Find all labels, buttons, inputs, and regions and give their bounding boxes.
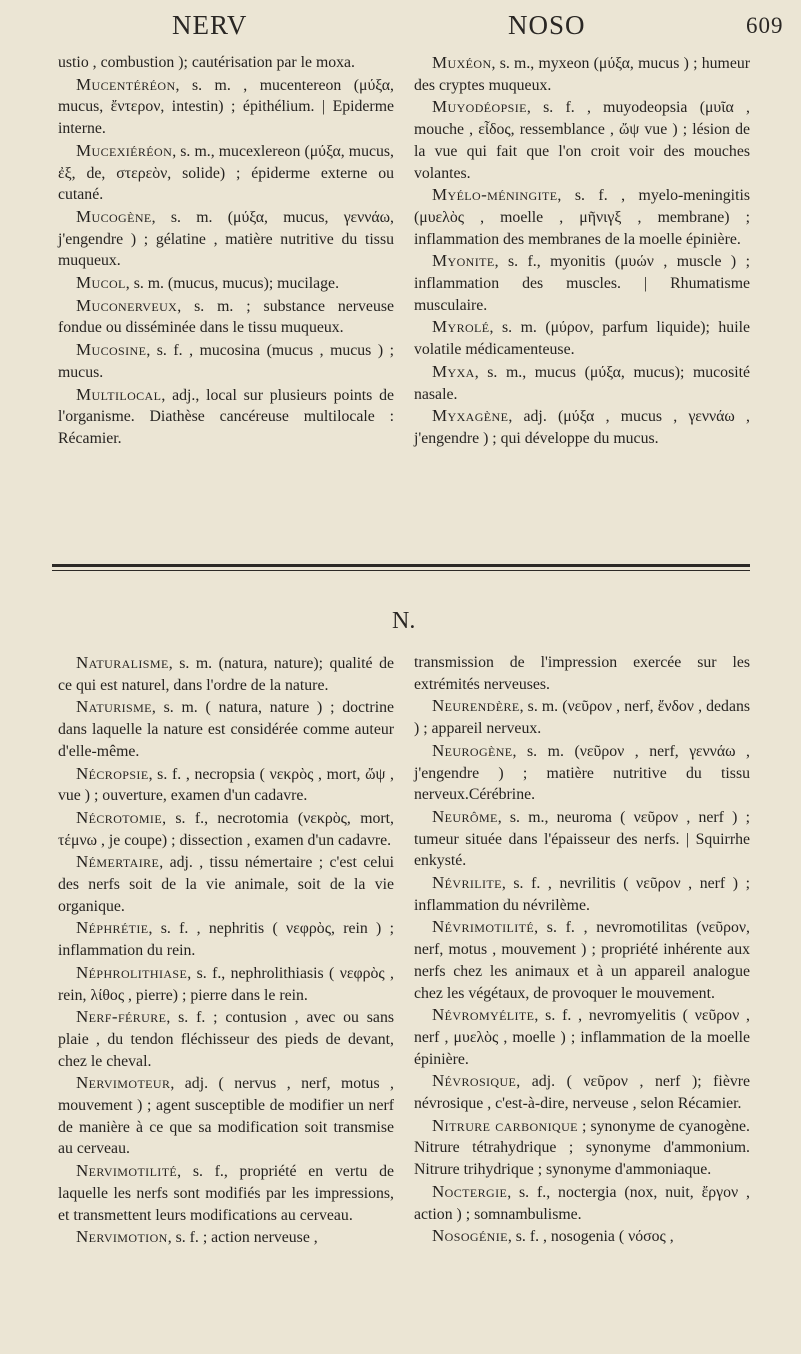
entry-headword: Muyodéopsie [432,97,527,117]
entry-definition: , s. f. , nevromotilitas (νεῦρον, nerf, motus , mouvement ) ; propriété inhérente aux nerfs chez les animaux et à un appareil analogue chez les végétaux, de provoquer le mouvement. [414,919,750,1002]
section-rule-thin [52,570,750,571]
entry-definition: , s. f. , nephritis ( νεφρὸς, rein ) ; inflammation du rein. [58,920,394,960]
dictionary-entry [58,52,394,74]
entry-definition: , s. f. , muyodeopsia (μυῖα , mouche , εἶδος, ressemblance , ὤψ vue ) ; lésion de la vue qui fait que l'on croit voir des mouches volantes. [414,99,750,182]
entry-headword: Myonite [432,251,495,271]
dictionary-entry [58,1160,394,1226]
entry-headword: Myrolé [432,317,490,337]
dictionary-entry [58,652,394,696]
dictionary-entry [58,917,394,961]
entry-headword: Mucogène [76,206,152,226]
entry-headword: Naturalisme [76,653,169,672]
entry-headword: Noctergie [432,1181,508,1201]
dictionary-entry [58,1226,394,1249]
dictionary-entry [414,1115,750,1181]
entry-definition: , s. f., myonitis (μυών , muscle ) ; inflammation des muscles. | Rhumatisme musculaire. [414,253,750,314]
entry-definition: , s. f. , nevrilitis ( νεῦρον , nerf ) ; inflammation du névrilème. [414,875,750,914]
entry-headword: Multilocal [76,384,162,404]
dictionary-entry [58,384,394,450]
entry-headword: Myxa [432,361,475,381]
entry-definition: , s. m. ; substance nerveuse fondue ou disséminée dans le tissu muqueux. [58,297,394,337]
entry-definition: ; synonyme de cyanogène. Nitrure tétrahydrique ; synonyme d'ammonium. Nitrure trihydrique ; synonyme d'ammoniaque. [414,1117,750,1179]
section-letter: N. [392,608,416,634]
entry-headword: Névrosique [432,1071,517,1091]
entry-headword: Nervimotilité [76,1161,178,1181]
bottom-right-column [414,652,750,1248]
entry-definition: , s. f. , necropsia ( νεκρὸς , mort, ὤψ , vue ) ; ouverture, examen d'un cadavre. [58,765,394,805]
top-right-column [414,52,750,450]
entry-definition: , s. m. (μύρον, parfum liquide); huile volatile médicamenteuse. [414,319,750,359]
entry-definition: , s. m., myxeon (μύξα, mucus ) ; humeur des cryptes muqueux. [414,55,750,94]
entry-headword: Néphrétie [76,918,149,938]
entry-definition: , adj. ( nervus , nerf, motus , mouvement ) ; agent susceptible de modifier un nerf de manière à ce que sa modification soit transmise au cerveau. [58,1075,394,1158]
entry-headword: Myxagène [432,406,509,426]
entry-definition: , adj. ( νεῦρον , nerf ); fièvre névrosique , c'est-à-dire, nerveuse , selon Récamier. [414,1073,750,1113]
entry-headword: Myélo-méningite [432,185,558,205]
page-number: 609 [746,13,784,38]
entry-definition: , s. m., mucexlereon (μύξα, mucus, ἐξ, de, στερεὸν, solide) ; épiderme externe ou cutané. [58,142,394,204]
entry-headword: Nervimotion [76,1227,168,1247]
dictionary-entry [414,250,750,316]
entry-definition: , s. m. (natura, nature); qualité de ce qui est naturel, dans l'ordre de la nature. [58,655,394,694]
entry-headword: Nosogénie [432,1226,508,1246]
entry-definition: , adj., local sur plusieurs points de l'organisme. Diathèse cancéreuse multilocale : Récamier. [58,386,394,447]
entry-definition: , s. m. ( natura, nature ) ; doctrine dans laquelle la nature est considérée comme auteur d'elle-même. [58,699,394,760]
header-center-guideword: NOSO [508,10,586,40]
dictionary-entry [58,1072,394,1160]
entry-definition: , s. f. , myelo-meningitis (μυελὸς , moelle , μῆνιγξ , membrane) ; inflammation des membranes de la moelle épinière. [414,187,750,248]
entry-definition: , s. m. (μύξα, mucus, γεννάω, j'engendre ) ; gélatine , matière nutritive du tissu muqueux. [58,208,394,270]
entry-definition: , s. m. (mucus, mucus); mucilage. [125,275,340,293]
entry-definition: ustio , combustion ); cautérisation par le moxa. [58,54,356,71]
entry-definition: , s. f., propriété en vertu de laquelle les nerfs sont modifiés par les impressions, et transmettent leurs modifications au cerveau. [58,1163,394,1224]
dictionary-entry [414,740,750,806]
dictionary-entry [414,1181,750,1225]
dictionary-entry [414,695,750,739]
dictionary-entry [58,74,394,140]
section-rule-thick [52,564,750,567]
entry-definition: , s. f., nephrolithiasis ( νεφρὸς , rein, λίθος , pierre) ; pierre dans le rein. [58,964,394,1004]
dictionary-entry [58,206,394,272]
entry-definition: , s. m., mucus (μύξα, mucus); mucosité nasale. [414,363,750,403]
entry-headword: Névromyélite [432,1005,535,1025]
running-head [0,10,801,50]
entry-definition: , s. f., necrotomia (νεκρὸς, mort, τέμνω , je coupe) ; dissection , examen d'un cadavre. [58,809,394,849]
dictionary-entry [58,696,394,762]
entry-definition: , s. m. , mucentereon (μύξα, mucus, ἔντερον, intestin) ; épithélium. | Epiderme interne. [58,76,394,138]
entry-definition: , s. f. , mucosina (mucus , mucus ) ; mucus. [58,342,394,381]
entry-definition: , s. f. ; contusion , avec ou sans plaie , du tendon fléchisseur des pieds de devant, chez le cheval. [58,1009,394,1070]
entry-headword: Névrilite [432,873,502,893]
dictionary-entry [414,316,750,360]
entry-headword: Névrimotilité [432,917,535,937]
entry-definition: , s. m. (νεῦρον , nerf, γεννάω , j'engendre ) ; matière nutritive du tissu nerveux.Cérébrine. [414,742,750,804]
entry-definition: transmission de l'impression exercée sur les extrémités nerveuses. [414,654,750,693]
bottom-left-column [58,652,394,1249]
top-left-column [58,52,394,450]
header-left-guideword: NERV [172,10,248,40]
dictionary-entry [414,872,750,916]
dictionary-entry [414,916,750,1004]
entry-headword: Neurendère [432,696,520,716]
dictionary-entry [58,807,394,851]
entry-definition: , s. f., noctergia (nox, nuit, ἔργον , action ) ; somnambulisme. [414,1183,750,1223]
entry-headword: Nerf-férure [76,1007,167,1027]
entry-headword: Neurogène [432,740,513,760]
entry-headword: Naturisme [76,697,152,717]
entry-headword: Mucol [76,273,126,293]
dictionary-entry [58,295,394,339]
entry-definition: , s. f. ; action nerveuse , [167,1229,318,1247]
dictionary-entry [414,96,750,184]
entry-headword: Nécropsie [76,763,149,783]
entry-headword: Mucexiéréon [76,140,173,160]
dictionary-entry [414,52,750,96]
dictionary-entry [58,962,394,1006]
entry-headword: Muconerveux [76,295,178,315]
entry-definition: , adj. , tissu némertaire ; c'est celui des nerfs soit de la vie animale, soit de la vie organique. [58,854,394,915]
entry-headword: Nitrure carbonique [432,1115,578,1135]
entry-definition: , s. m., neuroma ( νεῦρον , nerf ) ; tumeur située dans l'épaisseur des nerfs. | Squirrhe enkysté. [414,808,750,870]
dictionary-entry [58,339,394,383]
dictionary-entry [58,1006,394,1072]
dictionary-entry [58,763,394,807]
entry-headword: Mucosine [76,340,147,360]
dictionary-entry [414,1070,750,1114]
dictionary-entry [414,184,750,250]
dictionary-entry [58,140,394,206]
entry-headword: Neurôme [432,806,498,826]
entry-headword: Muxéon [432,53,492,72]
entry-definition: , s. m. (νεῦρον , nerf, ἔνδον , dedans ) ; appareil nerveux. [414,698,750,738]
entry-headword: Nécrotomie [76,807,163,827]
entry-headword: Mucentéréon [76,74,176,94]
dictionary-entry [414,652,750,695]
dictionary-entry [414,1225,750,1248]
entry-definition: , s. f. , nosogenia ( νόσος , [507,1228,674,1246]
dictionary-entry [414,806,750,872]
entry-definition: , adj. (μύξα , mucus , γεννάω , j'engendre ) ; qui développe du mucus. [414,408,750,447]
dictionary-entry [414,361,750,405]
dictionary-entry [414,405,750,449]
entry-headword: Néphrolithiase [76,962,188,982]
dictionary-entry [58,851,394,917]
entry-headword: Nervimoteur [76,1073,171,1093]
dictionary-entry [414,1004,750,1070]
dictionary-entry [58,272,394,295]
entry-headword: Némertaire [76,852,160,872]
entry-definition: , s. f. , nevromyelitis ( νεῦρον , nerf , μυελὸς , moelle ) ; inflammation de la moelle épinière. [414,1007,750,1068]
